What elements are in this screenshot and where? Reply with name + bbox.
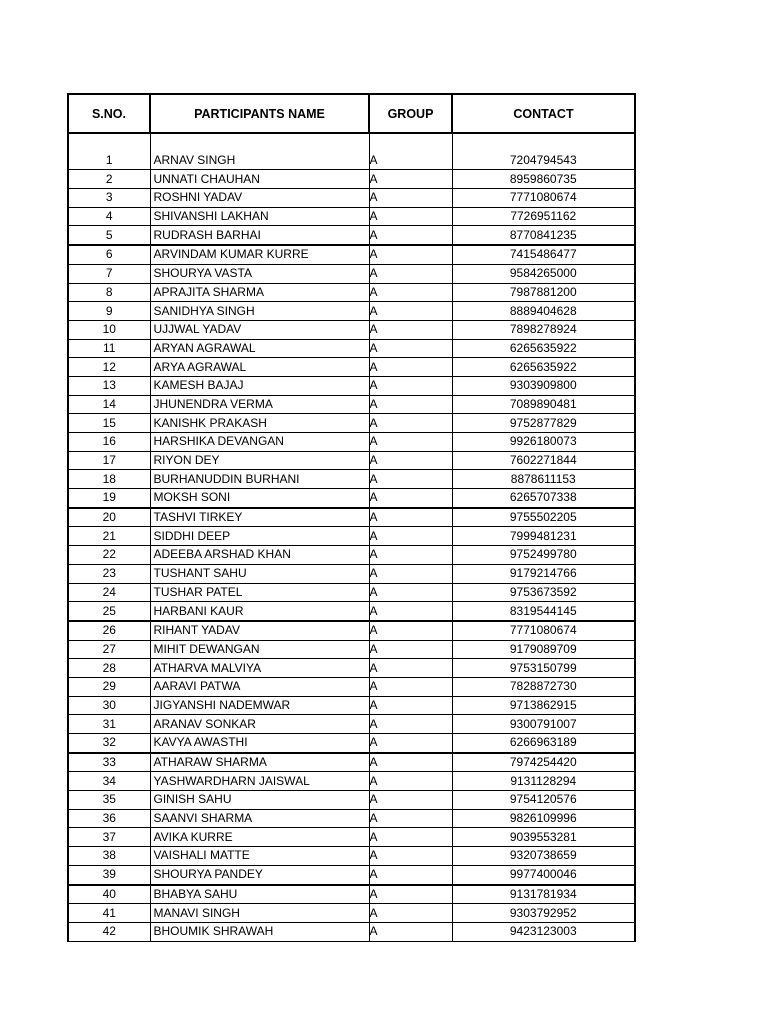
table-row (68, 546, 635, 565)
participant-name-cell: RIHANT YADAV (150, 621, 369, 640)
contact-cell: 7602271844 (452, 451, 635, 470)
sno-cell: 38 (68, 847, 150, 866)
group-cell: A (369, 564, 452, 583)
participant-name-cell: MOKSH SONI (150, 489, 369, 508)
contact-cell: 9977400046 (452, 865, 635, 884)
table-row (68, 847, 635, 866)
sno-cell: 33 (68, 753, 150, 772)
participant-name-cell: BHABYA SAHU (150, 885, 369, 904)
sno-cell: 14 (68, 395, 150, 414)
participant-name-cell: ROSHNI YADAV (150, 189, 369, 208)
table-row (68, 283, 635, 302)
contact-cell: 9926180073 (452, 433, 635, 452)
contact-cell: 9179214766 (452, 564, 635, 583)
sno-cell: 6 (68, 245, 150, 264)
sno-cell: 34 (68, 772, 150, 791)
table-row (68, 621, 635, 640)
contact-cell: 6265707338 (452, 489, 635, 508)
participant-name-cell: BURHANUDDIN BURHANI (150, 470, 369, 489)
table-row (68, 753, 635, 772)
group-cell: A (369, 358, 452, 377)
contact-cell: 9752877829 (452, 414, 635, 433)
sno-cell: 31 (68, 715, 150, 734)
contact-cell: 7999481231 (452, 527, 635, 546)
table-row (68, 358, 635, 377)
participant-name-cell: ARYAN AGRAWAL (150, 339, 369, 358)
table-row (68, 152, 635, 170)
contact-cell: 9131781934 (452, 885, 635, 904)
group-cell: A (369, 264, 452, 283)
sno-cell: 30 (68, 696, 150, 715)
group-cell: A (369, 621, 452, 640)
group-cell: A (369, 414, 452, 433)
participant-name-cell: RUDRASH BARHAI (150, 226, 369, 245)
group-cell: A (369, 245, 452, 264)
participant-name-cell: BHOUMIK SHRAWAH (150, 922, 369, 941)
participant-name-cell: MANAVI SINGH (150, 904, 369, 923)
table-row (68, 320, 635, 339)
sno-cell: 40 (68, 885, 150, 904)
sno-cell: 19 (68, 489, 150, 508)
contact-cell: 9826109996 (452, 809, 635, 828)
group-cell: A (369, 189, 452, 208)
sno-cell: 42 (68, 922, 150, 941)
participant-name-cell: RIYON DEY (150, 451, 369, 470)
table-row (68, 583, 635, 602)
contact-cell: 9713862915 (452, 696, 635, 715)
sno-cell: 17 (68, 451, 150, 470)
contact-cell: 9755502205 (452, 508, 635, 527)
group-cell: A (369, 828, 452, 847)
sno-cell: 23 (68, 564, 150, 583)
group-cell: A (369, 376, 452, 395)
table-row (68, 470, 635, 489)
participant-name-cell: AVIKA KURRE (150, 828, 369, 847)
group-cell: A (369, 715, 452, 734)
contact-cell: 9300791007 (452, 715, 635, 734)
group-cell: A (369, 152, 452, 170)
group-cell: A (369, 339, 452, 358)
group-cell: A (369, 602, 452, 621)
sno-cell: 11 (68, 339, 150, 358)
contact-cell: 7415486477 (452, 245, 635, 264)
sno-cell: 4 (68, 207, 150, 226)
table-row (68, 527, 635, 546)
participant-name-cell: UNNATI CHAUHAN (150, 170, 369, 189)
group-cell: A (369, 922, 452, 941)
header-group: GROUP (369, 94, 452, 133)
sno-cell: 41 (68, 904, 150, 923)
participant-name-cell: SIDDHI DEEP (150, 527, 369, 546)
contact-cell: 7987881200 (452, 283, 635, 302)
contact-cell: 7771080674 (452, 189, 635, 208)
table-row (68, 414, 635, 433)
participant-name-cell: GINISH SAHU (150, 791, 369, 810)
group-cell: A (369, 772, 452, 791)
participant-name-cell: MIHIT DEWANGAN (150, 640, 369, 659)
group-cell: A (369, 865, 452, 884)
group-cell: A (369, 451, 452, 470)
sno-cell: 2 (68, 170, 150, 189)
participant-name-cell: ARANAV SONKAR (150, 715, 369, 734)
group-cell: A (369, 791, 452, 810)
contact-cell: 9584265000 (452, 264, 635, 283)
group-cell: A (369, 546, 452, 565)
table-row (68, 772, 635, 791)
contact-cell: 9303909800 (452, 376, 635, 395)
table-row (68, 922, 635, 941)
table-row (68, 809, 635, 828)
table-row (68, 865, 635, 884)
table-row (68, 264, 635, 283)
contact-cell: 8770841235 (452, 226, 635, 245)
sno-cell: 39 (68, 865, 150, 884)
sno-cell: 12 (68, 358, 150, 377)
table-row (68, 828, 635, 847)
contact-cell: 8878611153 (452, 470, 635, 489)
sno-cell: 21 (68, 527, 150, 546)
participants-table (67, 93, 636, 942)
contact-cell: 9423123003 (452, 922, 635, 941)
contact-cell: 7204794543 (452, 152, 635, 170)
sno-cell: 36 (68, 809, 150, 828)
participant-name-cell: ADEEBA ARSHAD KHAN (150, 546, 369, 565)
contact-cell: 7089890481 (452, 395, 635, 414)
participant-name-cell: JHUNENDRA VERMA (150, 395, 369, 414)
sno-cell: 26 (68, 621, 150, 640)
participant-name-cell: ATHARVA MALVIYA (150, 659, 369, 678)
sno-cell: 3 (68, 189, 150, 208)
contact-cell: 8889404628 (452, 302, 635, 321)
header-sno: S.NO. (68, 94, 150, 133)
sno-cell: 32 (68, 734, 150, 753)
sno-cell: 5 (68, 226, 150, 245)
group-cell: A (369, 659, 452, 678)
participant-name-cell: ARYA AGRAWAL (150, 358, 369, 377)
table-row (68, 640, 635, 659)
participant-name-cell: SAANVI SHARMA (150, 809, 369, 828)
contact-cell: 9754120576 (452, 791, 635, 810)
sno-cell: 8 (68, 283, 150, 302)
group-cell: A (369, 302, 452, 321)
table-row (68, 715, 635, 734)
group-cell: A (369, 489, 452, 508)
table-row (68, 564, 635, 583)
group-cell: A (369, 847, 452, 866)
table-header (68, 94, 635, 133)
participant-name-cell: TASHVI TIRKEY (150, 508, 369, 527)
contact-cell: 9752499780 (452, 546, 635, 565)
table-row (68, 885, 635, 904)
group-cell: A (369, 470, 452, 489)
sno-cell: 9 (68, 302, 150, 321)
contact-cell: 9303792952 (452, 904, 635, 923)
group-cell: A (369, 283, 452, 302)
sno-cell: 1 (68, 152, 150, 170)
participant-name-cell: SHIVANSHI LAKHAN (150, 207, 369, 226)
participant-name-cell: SANIDHYA SINGH (150, 302, 369, 321)
contact-cell: 9320738659 (452, 847, 635, 866)
table-row (68, 659, 635, 678)
sno-cell: 18 (68, 470, 150, 489)
contact-cell: 6265635922 (452, 339, 635, 358)
table-spacer (68, 133, 635, 152)
contact-cell: 9753673592 (452, 583, 635, 602)
participant-name-cell: SHOURYA PANDEY (150, 865, 369, 884)
table-row (68, 677, 635, 696)
table-row (68, 904, 635, 923)
sno-cell: 35 (68, 791, 150, 810)
contact-cell: 7771080674 (452, 621, 635, 640)
header-participants-name: PARTICIPANTS NAME (150, 94, 369, 133)
table-row (68, 395, 635, 414)
sno-cell: 10 (68, 320, 150, 339)
participant-name-cell: JIGYANSHI NADEMWAR (150, 696, 369, 715)
table-row (68, 245, 635, 264)
participant-name-cell: ATHARAW SHARMA (150, 753, 369, 772)
table-row (68, 602, 635, 621)
table-row (68, 207, 635, 226)
group-cell: A (369, 170, 452, 189)
group-cell: A (369, 508, 452, 527)
group-cell: A (369, 677, 452, 696)
table-row (68, 376, 635, 395)
contact-cell: 9131128294 (452, 772, 635, 791)
contact-cell: 7828872730 (452, 677, 635, 696)
table-row (68, 226, 635, 245)
table-row (68, 339, 635, 358)
table-row (68, 189, 635, 208)
sno-cell: 37 (68, 828, 150, 847)
participant-name-cell: APRAJITA SHARMA (150, 283, 369, 302)
sno-cell: 15 (68, 414, 150, 433)
table-row (68, 451, 635, 470)
participant-name-cell: UJJWAL YADAV (150, 320, 369, 339)
sno-cell: 16 (68, 433, 150, 452)
contact-cell: 7974254420 (452, 753, 635, 772)
table-row (68, 696, 635, 715)
participant-name-cell: HARBANI KAUR (150, 602, 369, 621)
contact-cell: 7898278924 (452, 320, 635, 339)
contact-cell: 7726951162 (452, 207, 635, 226)
group-cell: A (369, 734, 452, 753)
contact-cell: 9179089709 (452, 640, 635, 659)
contact-cell: 6266963189 (452, 734, 635, 753)
sno-cell: 13 (68, 376, 150, 395)
contact-cell: 6265635922 (452, 358, 635, 377)
table-row (68, 302, 635, 321)
contact-cell: 9753150799 (452, 659, 635, 678)
participant-name-cell: KAMESH BAJAJ (150, 376, 369, 395)
participant-name-cell: TUSHAR PATEL (150, 583, 369, 602)
participant-name-cell: AARAVI PATWA (150, 677, 369, 696)
header-contact: CONTACT (452, 94, 635, 133)
group-cell: A (369, 395, 452, 414)
sno-cell: 20 (68, 508, 150, 527)
contact-cell: 8959860735 (452, 170, 635, 189)
group-cell: A (369, 696, 452, 715)
group-cell: A (369, 904, 452, 923)
sno-cell: 27 (68, 640, 150, 659)
participant-name-cell: TUSHANT SAHU (150, 564, 369, 583)
contact-cell: 8319544145 (452, 602, 635, 621)
table-row (68, 489, 635, 508)
sno-cell: 24 (68, 583, 150, 602)
participant-name-cell: HARSHIKA DEVANGAN (150, 433, 369, 452)
group-cell: A (369, 433, 452, 452)
group-cell: A (369, 207, 452, 226)
participant-name-cell: ARVINDAM KUMAR KURRE (150, 245, 369, 264)
group-cell: A (369, 320, 452, 339)
group-cell: A (369, 226, 452, 245)
header-row (68, 94, 635, 133)
sno-cell: 28 (68, 659, 150, 678)
table-body (68, 133, 635, 941)
contact-cell: 9039553281 (452, 828, 635, 847)
table-row (68, 508, 635, 527)
group-cell: A (369, 527, 452, 546)
participant-name-cell: YASHWARDHARN JAISWAL (150, 772, 369, 791)
participant-name-cell: KAVYA AWASTHI (150, 734, 369, 753)
table-row (68, 170, 635, 189)
sno-cell: 22 (68, 546, 150, 565)
sno-cell: 7 (68, 264, 150, 283)
participant-name-cell: ARNAV SINGH (150, 152, 369, 170)
table-row (68, 791, 635, 810)
sno-cell: 25 (68, 602, 150, 621)
sno-cell: 29 (68, 677, 150, 696)
group-cell: A (369, 583, 452, 602)
group-cell: A (369, 640, 452, 659)
table-row (68, 734, 635, 753)
participant-name-cell: VAISHALI MATTE (150, 847, 369, 866)
participant-name-cell: SHOURYA VASTA (150, 264, 369, 283)
participant-name-cell: KANISHK PRAKASH (150, 414, 369, 433)
group-cell: A (369, 809, 452, 828)
group-cell: A (369, 753, 452, 772)
group-cell: A (369, 885, 452, 904)
table-row (68, 433, 635, 452)
